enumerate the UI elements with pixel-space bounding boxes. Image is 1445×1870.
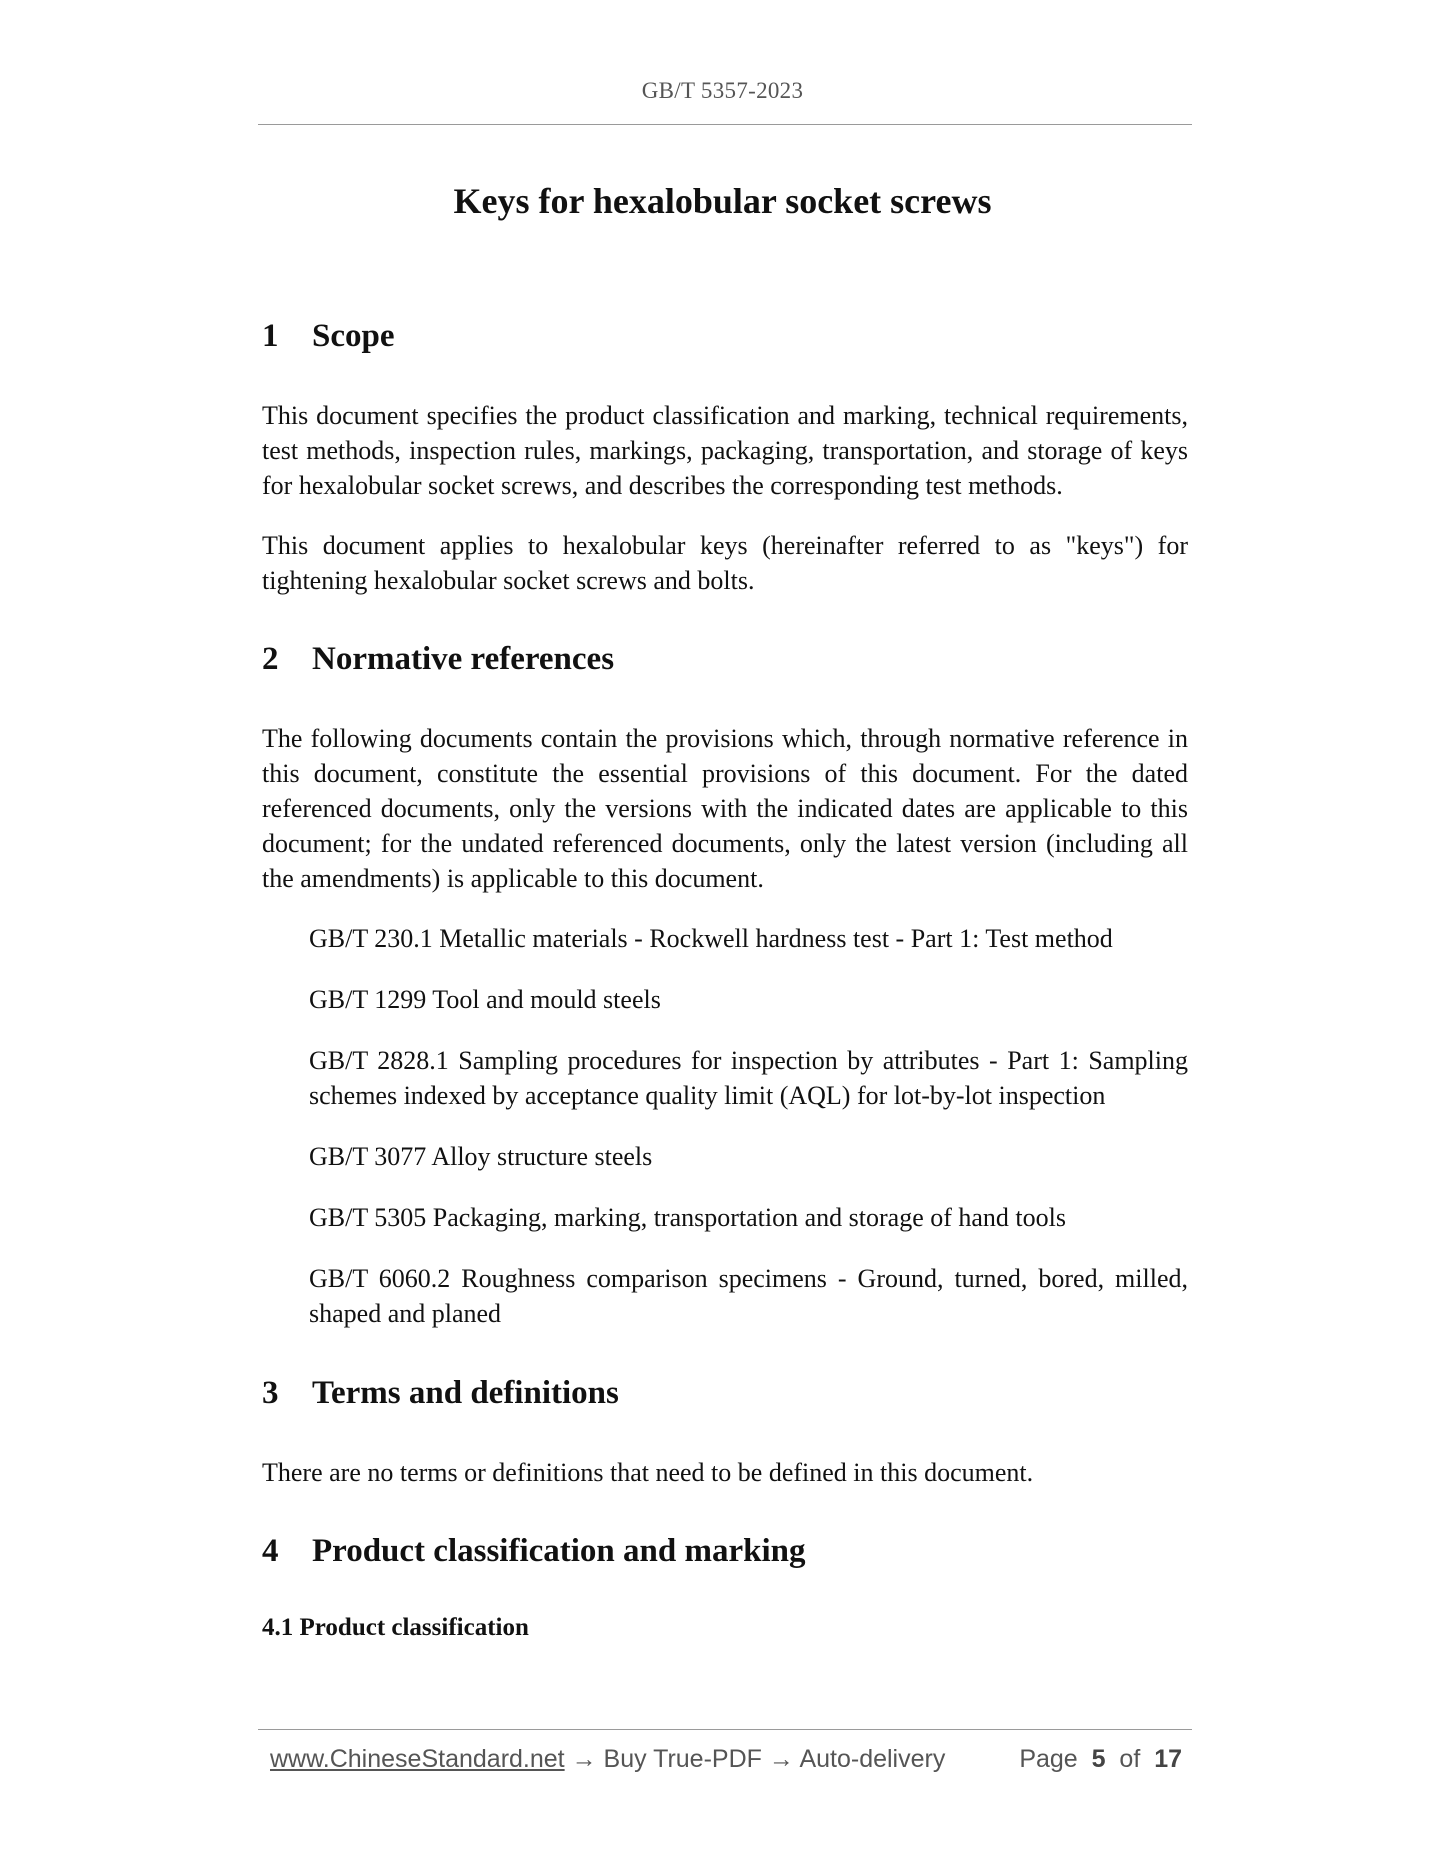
auto-delivery-text: Auto-delivery (799, 1745, 946, 1773)
reference-item: GB/T 6060.2 Roughness comparison specimens - Ground, turned, bored, milled, shaped and planed (309, 1264, 1188, 1328)
section-number: 3 (262, 1375, 279, 1411)
section-number: 4 (262, 1533, 279, 1569)
footer-left (270, 1745, 945, 1774)
section-number: 1 (262, 318, 279, 354)
reference-item: GB/T 1299 Tool and mould steels (309, 985, 661, 1014)
reference-item: GB/T 230.1 Metallic materials - Rockwell hardness test - Part 1: Test method (309, 924, 1113, 953)
section-title: Product classification and marking (312, 1533, 806, 1569)
footer (270, 1745, 1182, 1781)
of-label: of (1119, 1745, 1141, 1773)
section-2-heading (262, 641, 614, 678)
header-divider (258, 124, 1192, 125)
paragraph: The following documents contain the provisions which, through normative reference in this document, constitute the essential provisions of this document. For the dated referenced documents, only the versions with the indicated dates are applicable to this document; for the undated referenced documents, only the latest version (including all the amendments) is applicable to this document. (262, 724, 1188, 893)
document-title: Keys for hexalobular socket screws (453, 181, 992, 221)
section-title: Normative references (312, 641, 615, 677)
buy-true-pdf-link[interactable]: Buy True-PDF (603, 1745, 762, 1773)
subsection-4-1-heading: 4.1 Product classification (262, 1614, 529, 1641)
section-title: Scope (312, 318, 395, 354)
paragraph: There are no terms or definitions that need to be defined in this document. (262, 1458, 1034, 1487)
arrow-icon: → (571, 1745, 597, 1773)
section-1-heading (262, 318, 395, 355)
section-4-heading (262, 1533, 806, 1570)
page-label: Page (1019, 1745, 1078, 1773)
page-indicator (1019, 1745, 1182, 1774)
arrow-icon: → (768, 1745, 794, 1773)
paragraph: This document applies to hexalobular keys (hereinafter referred to as "keys") for tightening hexalobular socket screws and bolts. (262, 531, 1188, 595)
reference-item: GB/T 2828.1 Sampling procedures for inspection by attributes - Part 1: Sampling schemes indexed by acceptance quality limit (AQL) for lot-by-lot inspection (309, 1046, 1188, 1110)
section-title: Terms and definitions (312, 1375, 619, 1411)
site-link[interactable]: www.ChineseStandard.net (270, 1745, 565, 1773)
footer-divider (258, 1729, 1192, 1730)
section-3-heading (262, 1375, 619, 1412)
current-page-number: 5 (1091, 1745, 1106, 1773)
reference-item: GB/T 5305 Packaging, marking, transportation and storage of hand tools (309, 1203, 1066, 1232)
header-standard-code: GB/T 5357-2023 (641, 78, 804, 103)
total-pages-number: 17 (1154, 1745, 1182, 1773)
paragraph: This document specifies the product classification and marking, technical requirements, test methods, inspection rules, markings, packaging, transportation, and storage of keys for hexalobular socket screws, and describes the corresponding test methods. (262, 401, 1188, 500)
section-number: 2 (262, 641, 279, 677)
reference-item: GB/T 3077 Alloy structure steels (309, 1142, 653, 1171)
